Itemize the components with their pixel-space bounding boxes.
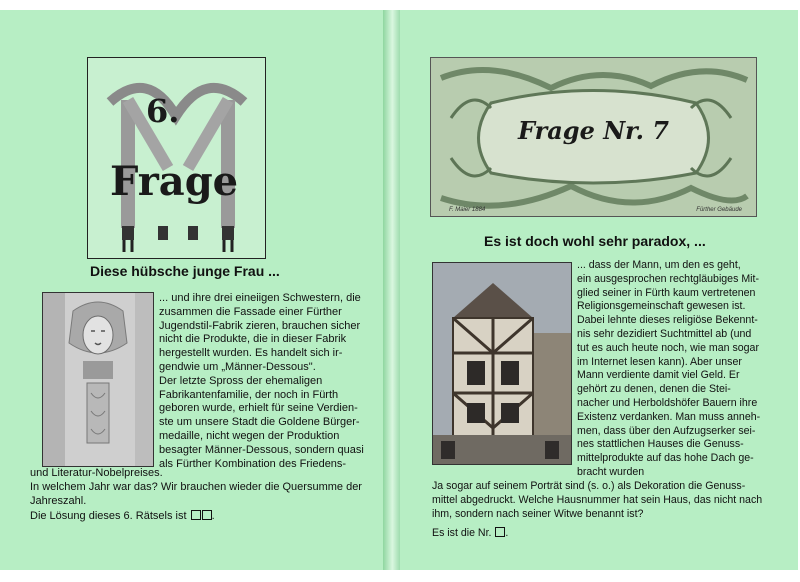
right-full-text: Ja sogar auf seinem Porträt sind (s. o.) als Dekoration die Genuss- mittel abgedruckt. Welche Hausnummer hat sein Haus, das nicht nach ihm, sondern nach seiner Witwe benannt ist? <box>432 480 763 520</box>
answer-box-2 <box>202 510 212 520</box>
banner-caption-right: Fürther Gebäude <box>696 207 742 213</box>
right-wrap-text: ... dass der Mann, um den es geht, ein ausgesprochen rechtgläubiges Mit- glied seiner in Fürth kaum vertretenen Religionsgemeinschaft gewesen ist. Dabei lehnte dieses religiöse Bekennt- nis sehr dezidiert Suchtmittel ab (und tut es auch heute noch, wie man sogar im Internet lesen kann). Aber unser Mann verdiente damit viel Geld. Er gehört zu denen, denen die Stei- nacher und Herboldshöfer Bauern ihre Existenz verdanken. Man muss anneh- men, dass über den Aufzugserker sei- nes stattlichen Hauses die Genuss- mittelprodukte auf das hohe Dach ge- bracht wurden <box>577 259 761 478</box>
answer-box <box>495 527 505 537</box>
question-7-banner <box>430 57 757 217</box>
left-heading: Diese hübsche junge Frau ... <box>90 263 280 279</box>
facade-relief-photo <box>42 292 154 467</box>
right-heading: Es ist doch wohl sehr paradox, ... <box>484 233 706 249</box>
left-wrap-text: ... und ihre drei eineiigen Schwestern, die zusammen die Fassade einer Fürther Jugendstil-Fabrik zieren, brauchen sicher nicht die Produkte, die in dieser Fabrik hergestellt wurden. Es handelt sich ir- gendwie um „Männer-Dessous". Der letzte Spross der ehemaligen Fabrikantenfamilie, der noch in Fürth geboren wurde, erhielt für seine Verdien- ste um unsere Stadt die Goldene Bürger- medaille, nicht wegen der Produktion besagter Männer-Dessous, sondern quasi als Fürther Kombination des Friedens- <box>159 292 364 470</box>
answer-box-1 <box>191 510 201 520</box>
half-timbered-tower-photo <box>432 262 572 465</box>
banner-title: Frage Nr. 7 <box>517 116 669 145</box>
left-full-text: und Literatur-Nobelpreises. In welchem Jahr war das? Wir brauchen wieder die Quersumme der Jahreszahl. <box>30 467 362 507</box>
left-answer-line: Die Lösung dieses 6. Rätsels ist . <box>30 510 215 522</box>
question-6-emblem <box>87 57 266 259</box>
question-number: 6. <box>146 92 180 130</box>
booklet-gutter <box>383 10 400 570</box>
question-word: Frage <box>110 158 239 205</box>
right-answer-line: Es ist die Nr. . <box>432 527 509 539</box>
banner-caption-left: F. Maier 1884 <box>449 207 486 213</box>
